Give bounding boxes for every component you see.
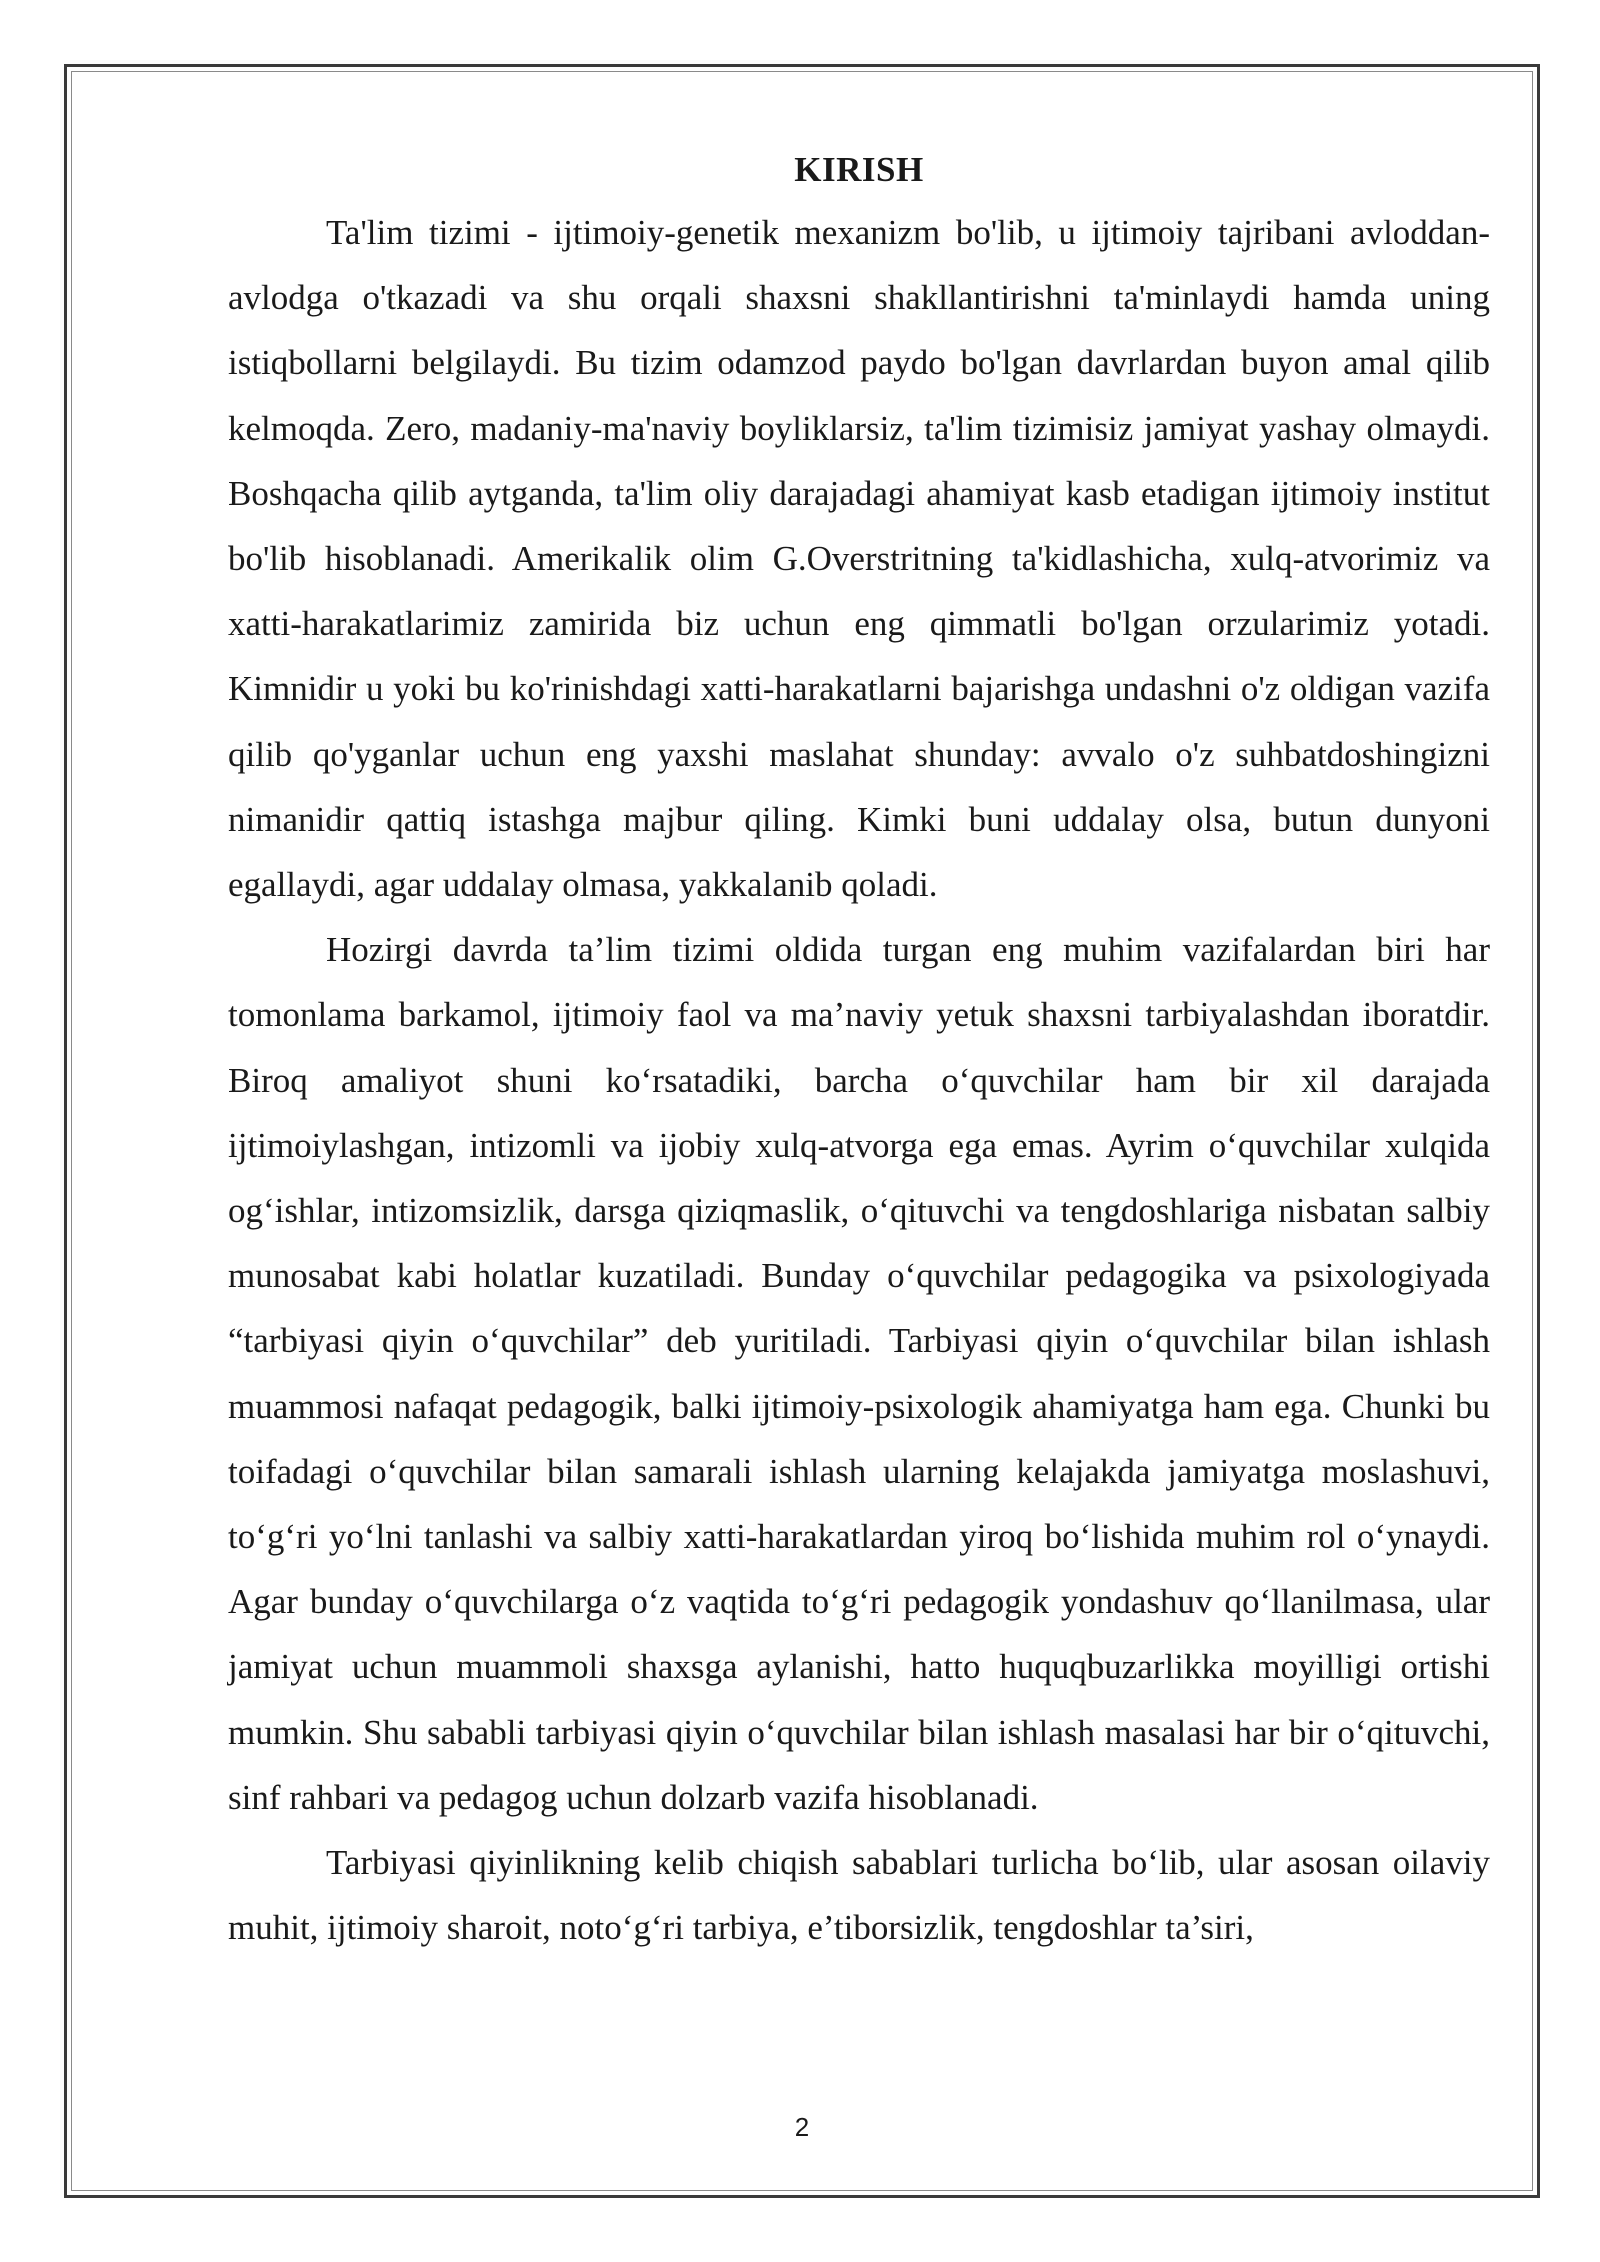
paragraph-2: Hozirgi davrda ta’lim tizimi oldida turgan eng muhim vazifalardan biri har tomonlama barkamol, ijtimoiy faol va ma’naviy yetuk shaxsni tarbiyalashdan iboratdir. Biroq amaliyot shuni ko‘rsatadiki, barcha o‘quvchilar ham bir xil darajada ijtimoiylashgan, intizomli va ijobiy xulq-atvorga ega emas. Ayrim o‘quvchilar xulqida og‘ishlar, intizomsizlik, darsga qiziqmaslik, o‘qituvchi va tengdoshlariga nisbatan salbiy munosabat kabi holatlar kuzatiladi. Bunday o‘quvchilar pedagogika va psixologiyada “tarbiyasi qiyin o‘quvchilar” deb yuritiladi. Tarbiyasi qiyin o‘quvchilar bilan ishlash muammosi nafaqat pedagogik, balki ijtimoiy-psixologik ahamiyatga ham ega. Chunki bu toifadagi o‘quvchilar bilan samarali ishlash ularning kelajakda jamiyatga moslashuvi, to‘g‘ri yo‘lni tanlashi va salbiy xatti-harakatlardan yiroq bo‘lishida muhim rol o‘ynaydi. Agar bunday o‘quvchilarga o‘z vaqtida to‘g‘ri pedagogik yondashuv qo‘llanilmasa, ular jamiyat uchun muammoli shaxsga aylanishi, hatto huquqbuzarlikka moyilligi ortishi mumkin. Shu sababli tarbiyasi qiyin o‘quvchilar bilan ishlash masalasi har bir o‘qituvchi, sinf rahbari va pedagog uchun dolzarb vazifa hisoblanadi.: [228, 930, 1490, 1817]
section-heading: KIRISH: [794, 150, 924, 189]
paragraph-1: Ta'lim tizimi - ijtimoiy-genetik mexanizm bo'lib, u ijtimoiy tajribani avloddan-avlodga o'tkazadi va shu orqali shaxsni shakllantirishni ta'minlaydi hamda uning istiqbollarni belgilaydi. Bu tizim odamzod paydo bo'lgan davrlardan buyon amal qilib kelmoqda. Zero, madaniy-ma'naviy boyliklarsiz, ta'lim tizimisiz jamiyat yashay olmaydi. Boshqacha qilib aytganda, ta'lim oliy darajadagi ahamiyat kasb etadigan ijtimoiy institut bo'lib hisoblanadi. Amerikalik olim G.Overstritning ta'kidlashicha, xulq-atvorimiz va xatti-harakatlarimiz zamirida biz uchun eng qimmatli bo'lgan orzularimiz yotadi. Kimnidir u yoki bu ko'rinishdagi xatti-harakatlarni bajarishga undashni o'z oldigan vazifa qilib qo'yganlar uchun eng yaxshi maslahat shunday: avvalo o'z suhbatdoshingizni nimanidir qattiq istashga majbur qiling. Kimki buni uddalay olsa, butun dunyoni egallaydi, agar uddalay olmasa, yakkalanib qoladi.: [228, 213, 1490, 905]
paragraph-3: Tarbiyasi qiyinlikning kelib chiqish sabablari turlicha bo‘lib, ular asosan oilaviy muhit, ijtimoiy sharoit, noto‘g‘ri tarbiya, e’tiborsizlik, tengdoshlar ta’siri,: [228, 1843, 1490, 1948]
page-number: 2: [794, 2112, 810, 2142]
document-body: [228, 148, 1490, 1960]
